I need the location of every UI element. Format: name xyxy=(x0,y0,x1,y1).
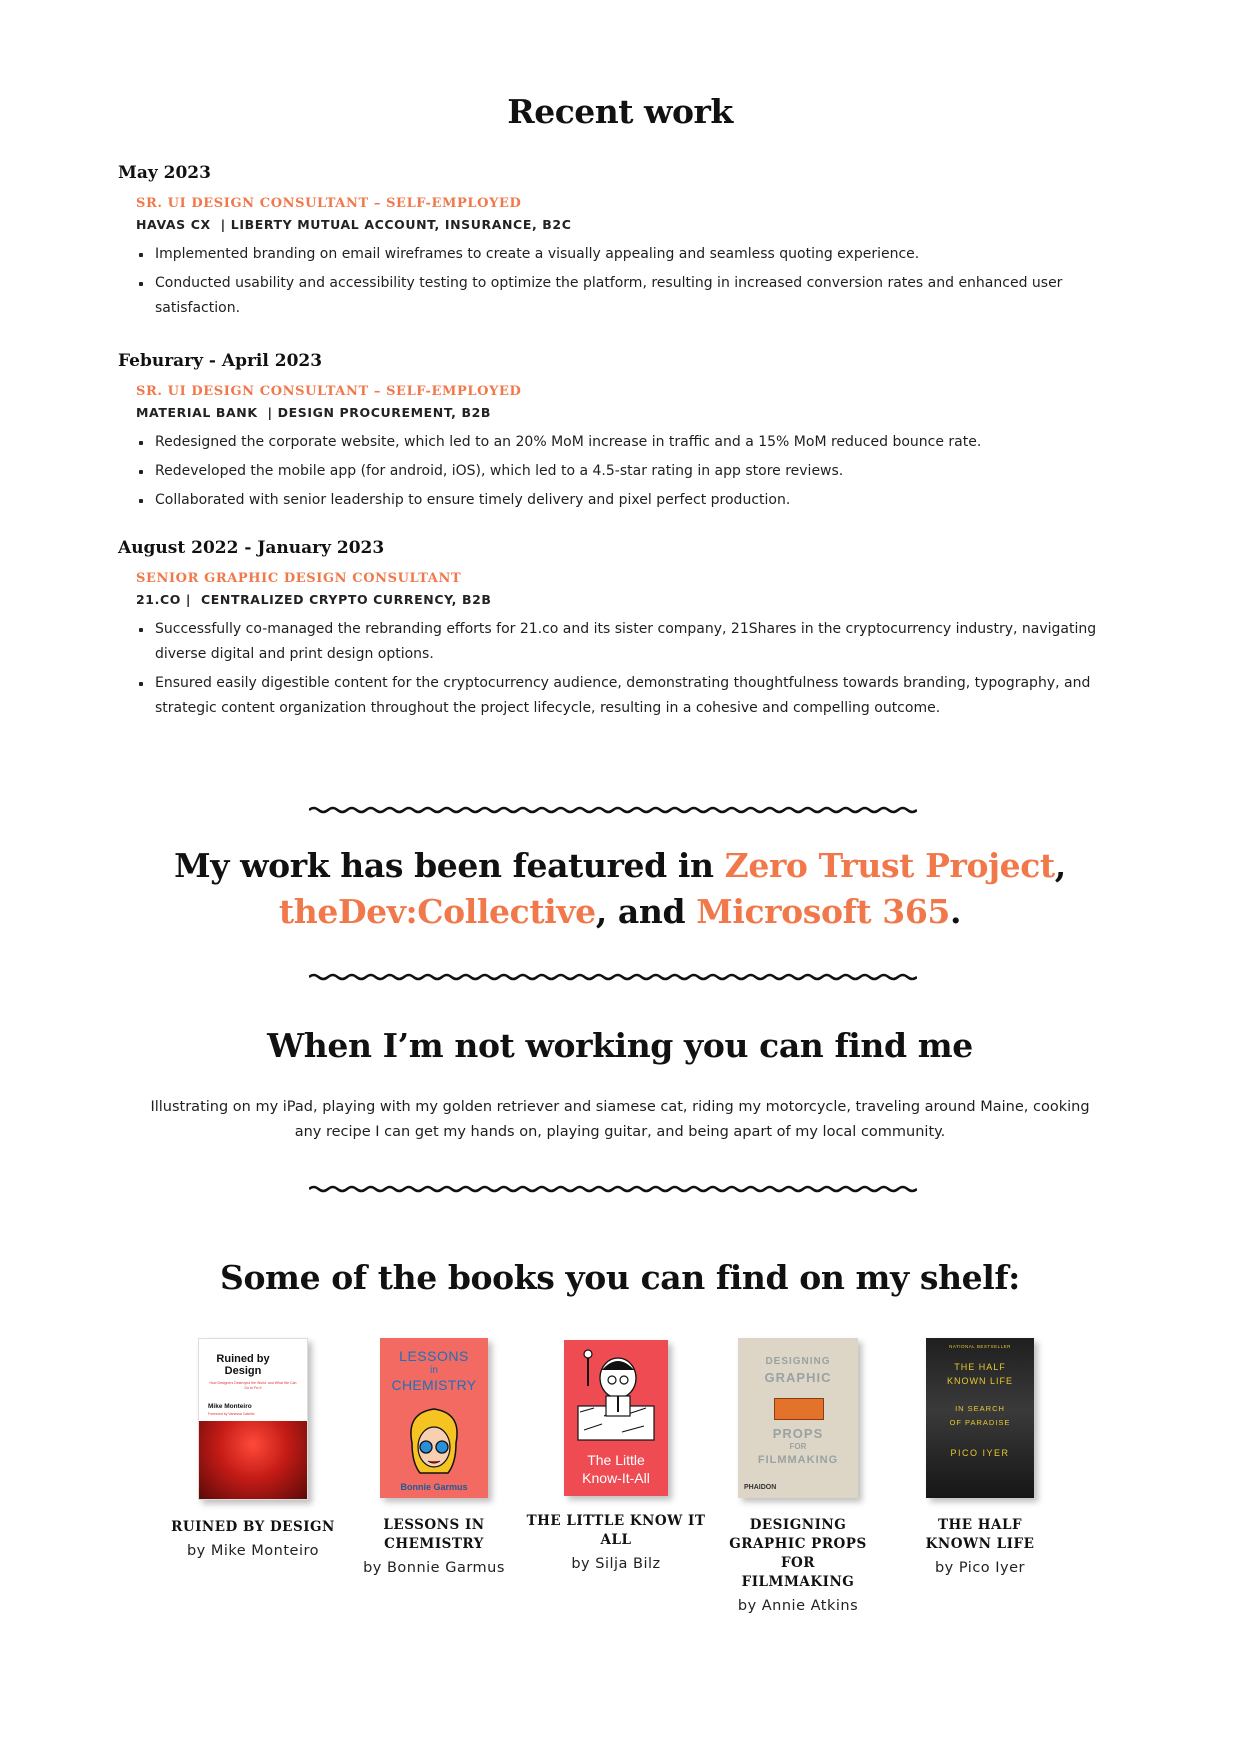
cover-title-line: CHEMISTRY xyxy=(391,1377,477,1393)
book-title: THE HALF KNOWN LIFE xyxy=(925,1517,1035,1552)
book-title: THE LITTLE KNOW IT ALL xyxy=(526,1513,706,1548)
cover-title: Ruined by Design xyxy=(216,1353,270,1377)
hobbies-text: Illustrating on my iPad, playing with my golden retriever and siamese cat, riding my motorcycle, traveling around Maine, cooking any recipe I can get my hands on, playing guitar, and being apart of my local community. xyxy=(150,1099,1090,1140)
book-card xyxy=(344,1338,524,1576)
featured-outlet: Microsoft 365 xyxy=(696,892,950,931)
cover-publisher: PHAIDON xyxy=(744,1484,777,1491)
cover-title-line: PROPS xyxy=(772,1426,824,1441)
cover-artwork xyxy=(199,1421,307,1499)
featured-outlet: theDev:Collective xyxy=(278,892,596,931)
cover-title-line: THE HALF xyxy=(954,1362,1006,1372)
cover-tag: NATIONAL BESTSELLER xyxy=(949,1344,1011,1349)
wavy-divider xyxy=(309,1182,917,1196)
cover-author: Bonnie Garmus xyxy=(400,1482,468,1492)
job-bullet: Successfully co-managed the rebranding efforts for 21.co and its sister company, 21Shares in the cryptocurrency industry, navigating diverse digital and print design options. xyxy=(136,617,1128,667)
cover-title-line: Know-It-All xyxy=(582,1470,650,1486)
job-company: MATERIAL BANK | DESIGN PROCUREMENT, B2B xyxy=(136,405,492,420)
job-bullets xyxy=(136,242,1128,321)
cover-title-line: OF PARADISE xyxy=(949,1418,1011,1427)
job-bullets xyxy=(136,617,1128,721)
featured-suffix: . xyxy=(949,892,962,931)
featured-separator: , xyxy=(1054,846,1066,885)
cover-title-line: in xyxy=(430,1365,438,1376)
cover-illustration xyxy=(574,1346,658,1446)
job-bullet: Conducted usability and accessibility testing to optimize the platform, resulting in increased conversion rates and enhanced user satisfaction. xyxy=(136,271,1128,321)
cover-title-line: The Little xyxy=(587,1452,645,1468)
featured-separator: , and xyxy=(595,892,697,931)
cover-title-line: DESIGNING xyxy=(765,1356,831,1367)
job-role: SENIOR GRAPHIC DESIGN CONSULTANT xyxy=(136,571,462,586)
recent-work-heading: Recent work xyxy=(507,92,733,131)
book-card xyxy=(163,1338,343,1559)
job-role: SR. UI DESIGN CONSULTANT – SELF-EMPLOYED xyxy=(136,384,522,399)
job-company: HAVAS CX | LIBERTY MUTUAL ACCOUNT, INSURANCE, B2C xyxy=(136,217,572,232)
cover-title-line: GRAPHIC xyxy=(764,1370,832,1385)
book-cover xyxy=(198,1338,308,1500)
job-bullet: Redeveloped the mobile app (for android, iOS), which led to a 4.5-star rating in app store reviews. xyxy=(136,459,1128,484)
cover-title-line: KNOWN LIFE xyxy=(946,1376,1013,1386)
cover-title-line: IN SEARCH xyxy=(955,1404,1005,1413)
book-cover xyxy=(926,1338,1034,1498)
book-author: by Mike Monteiro xyxy=(186,1543,320,1559)
cover-illustration xyxy=(404,1403,464,1478)
book-cover xyxy=(380,1338,488,1498)
book-author: by Pico Iyer xyxy=(934,1560,1026,1576)
job-entry xyxy=(118,163,1128,325)
wavy-divider xyxy=(309,970,917,984)
cover-title-line: LESSONS xyxy=(399,1348,469,1364)
wavy-divider xyxy=(309,803,917,817)
cover-subtitle: How Designers Destroyed the World, and What We Can Do to Fix It xyxy=(209,1381,297,1390)
hobbies-heading: When I’m not working you can find me xyxy=(267,1026,973,1065)
job-date: May 2023 xyxy=(118,163,211,183)
book-author: by Bonnie Garmus xyxy=(363,1560,505,1576)
job-bullet: Redesigned the corporate website, which led to an 20% MoM increase in traffic and a 15% MoM reduced bounce rate. xyxy=(136,430,1128,455)
book-cover xyxy=(738,1338,858,1498)
job-date: August 2022 - January 2023 xyxy=(118,538,385,558)
job-date: Feburary - April 2023 xyxy=(118,351,323,371)
job-bullets xyxy=(136,430,1128,513)
books-heading: Some of the books you can find on my shelf: xyxy=(220,1258,1020,1297)
book-card xyxy=(890,1338,1070,1576)
featured-statement xyxy=(100,843,1140,935)
featured-outlet: Zero Trust Project xyxy=(724,846,1055,885)
book-title: LESSONS IN CHEMISTRY xyxy=(383,1517,485,1552)
book-author: by Silja Bilz xyxy=(571,1556,661,1572)
job-entry xyxy=(118,351,1128,517)
job-entry xyxy=(118,538,1128,725)
book-author: by Annie Atkins xyxy=(737,1598,859,1614)
book-title: RUINED BY DESIGN xyxy=(171,1519,335,1535)
job-role: SR. UI DESIGN CONSULTANT – SELF-EMPLOYED xyxy=(136,196,522,211)
featured-prefix: My work has been featured in xyxy=(174,846,725,885)
job-bullet: Collaborated with senior leadership to ensure timely delivery and pixel perfect production. xyxy=(136,488,1128,513)
book-cover xyxy=(564,1340,668,1496)
cover-foreword: Foreword by Vanessa Cabello xyxy=(208,1412,255,1416)
book-card xyxy=(526,1338,706,1572)
cover-matchbox xyxy=(774,1398,824,1420)
book-card xyxy=(708,1338,888,1614)
job-bullet: Ensured easily digestible content for the cryptocurrency audience, demonstrating thoughtfulness towards branding, typography, and strategic content organization throughout the project lifecycle, resulting in a cohesive and compelling outcome. xyxy=(136,671,1128,721)
job-company: 21.CO | CENTRALIZED CRYPTO CURRENCY, B2B xyxy=(136,592,492,607)
cover-title-line: FILMMAKING xyxy=(757,1454,839,1466)
book-title: DESIGNING GRAPHIC PROPS FOR FILMMAKING xyxy=(729,1517,867,1590)
cover-title-line: FOR xyxy=(789,1442,807,1451)
cover-author: PICO IYER xyxy=(950,1448,1010,1458)
cover-author: Mike Monteiro xyxy=(208,1403,252,1410)
job-bullet: Implemented branding on email wireframes to create a visually appealing and seamless quoting experience. xyxy=(136,242,1128,267)
